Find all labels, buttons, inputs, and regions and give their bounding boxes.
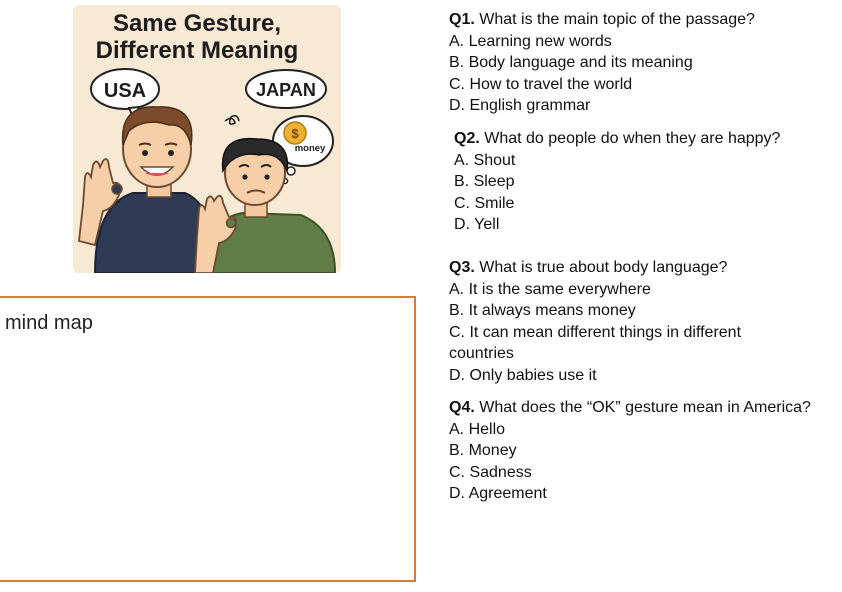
answer-option[interactable]: B. It always means money bbox=[449, 302, 636, 319]
answer-option[interactable]: B. Body language and its meaning bbox=[449, 54, 693, 71]
question-1 bbox=[449, 9, 755, 117]
answer-option[interactable]: D. English grammar bbox=[449, 97, 591, 114]
svg-text:$: $ bbox=[291, 126, 299, 141]
illustration-title-line2: Different Meaning bbox=[95, 37, 299, 64]
answer-option[interactable]: D. Agreement bbox=[449, 485, 547, 502]
question-text: What do people do when they are happy? bbox=[479, 130, 781, 147]
answer-option[interactable]: D. Yell bbox=[454, 216, 500, 233]
mind-map-label: mind map bbox=[5, 312, 93, 334]
answer-option[interactable]: C. Sadness bbox=[449, 463, 532, 481]
question-3-heading bbox=[449, 257, 789, 279]
gesture-illustration bbox=[73, 5, 341, 273]
question-number: Q1. bbox=[449, 11, 475, 28]
question-1-heading bbox=[449, 9, 755, 31]
mind-map-box[interactable] bbox=[0, 296, 416, 582]
money-label: money bbox=[294, 143, 326, 154]
question-text: What does the “OK” gesture mean in America? bbox=[474, 399, 811, 416]
answer-option[interactable]: B. Sleep bbox=[454, 173, 515, 190]
question-4 bbox=[449, 397, 811, 505]
question-number: Q4. bbox=[449, 399, 475, 416]
japan-label: JAPAN bbox=[256, 80, 316, 100]
question-text: What is the main topic of the passage? bbox=[474, 11, 755, 28]
answer-option[interactable]: A. Hello bbox=[449, 420, 506, 438]
illustration-drawing bbox=[73, 5, 341, 273]
answer-option[interactable]: A. It is the same everywhere bbox=[449, 280, 651, 298]
answer-option[interactable]: D. Only babies use it bbox=[449, 366, 597, 384]
question-2 bbox=[454, 128, 780, 236]
answer-option[interactable]: C. How to travel the world bbox=[449, 75, 633, 93]
answer-option[interactable]: A. Shout bbox=[454, 151, 516, 169]
question-number: Q3. bbox=[449, 259, 475, 276]
answer-option[interactable]: C. Smile bbox=[454, 194, 515, 212]
confusion-squiggle-icon bbox=[225, 116, 239, 124]
illustration-title-line1: Same Gesture, bbox=[112, 10, 282, 37]
question-4-heading bbox=[449, 397, 811, 419]
answer-option[interactable]: A. Learning new words bbox=[449, 32, 612, 50]
usa-label: USA bbox=[103, 80, 147, 102]
question-text: What is true about body language? bbox=[474, 259, 728, 276]
question-2-heading bbox=[454, 128, 780, 150]
answer-option[interactable]: B. Money bbox=[449, 442, 517, 459]
answer-option[interactable]: C. It can mean different things in different countries bbox=[449, 323, 742, 362]
question-number: Q2. bbox=[454, 130, 480, 147]
question-3 bbox=[449, 257, 789, 386]
japan-speech-bubble bbox=[246, 70, 326, 108]
